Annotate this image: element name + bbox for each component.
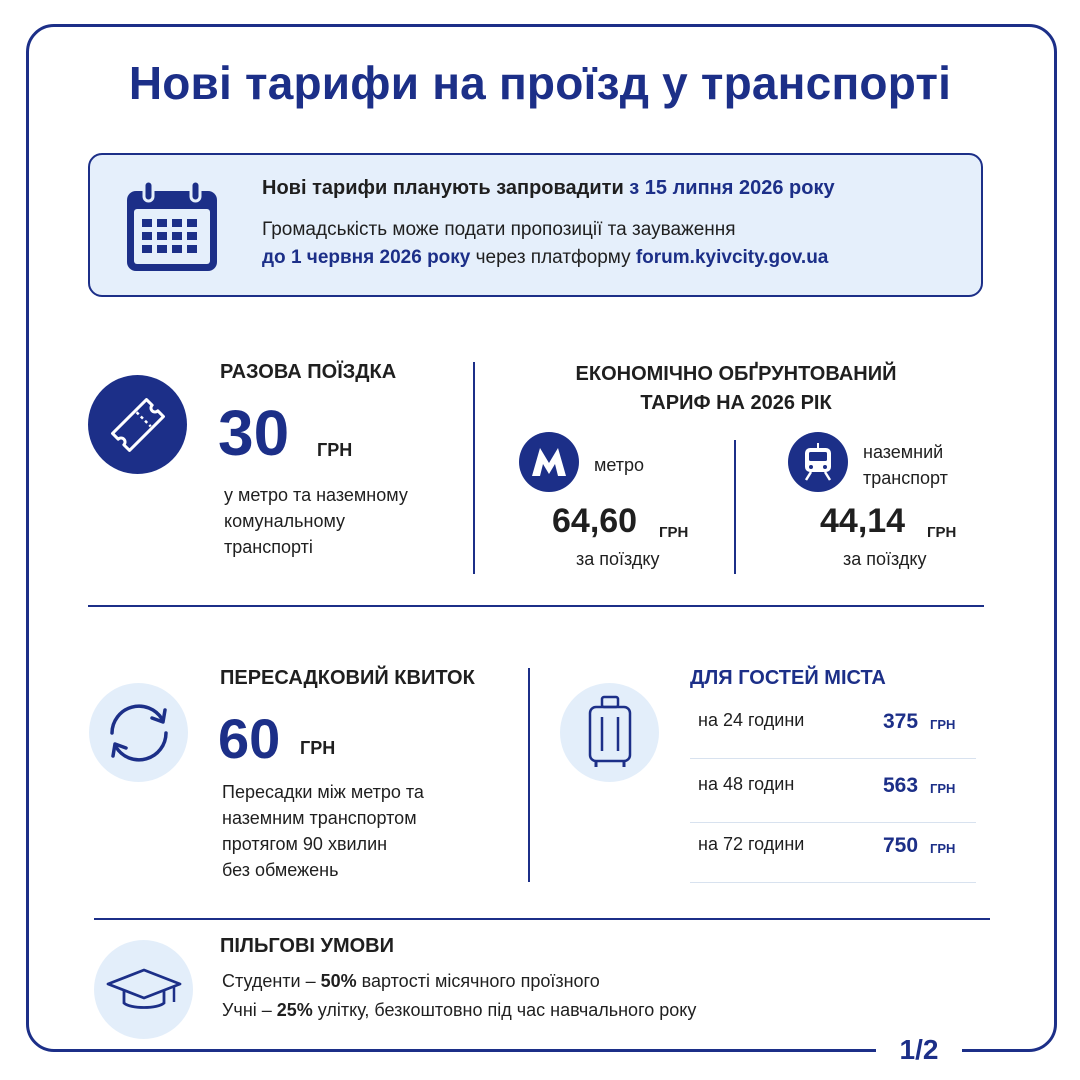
benefits-heading: ПІЛЬГОВІ УМОВИ <box>220 935 395 957</box>
refresh-icon <box>89 683 188 782</box>
notice-line-1: Нові тарифи планують запровадити з 15 липня 2026 року <box>262 177 835 199</box>
guest-unit: ГРН <box>930 841 956 856</box>
notice-line-2: Громадськість може подати пропозиції та зауваження <box>262 219 736 240</box>
metro-label: метро <box>594 455 645 475</box>
guest-unit: ГРН <box>930 781 956 796</box>
ground-unit: ГРН <box>927 524 957 541</box>
notice-box <box>88 153 983 297</box>
metro-icon <box>519 432 579 492</box>
page-title: Нові тарифи на проїзд у транспорті <box>128 57 952 109</box>
calendar-icon <box>124 179 220 280</box>
guest-price: 375 <box>883 710 919 733</box>
guest-duration: на 72 години <box>698 834 805 854</box>
tram-icon <box>788 432 848 492</box>
divider-horizontal-1 <box>88 605 984 607</box>
graduation-cap-icon <box>94 940 193 1039</box>
transfer-price: 60 <box>218 707 281 770</box>
guest-row-48h <box>690 762 976 823</box>
guests-heading: ДЛЯ ГОСТЕЙ МІСТА <box>690 667 886 689</box>
divider-vertical-2 <box>734 440 736 574</box>
ground-per-trip: за поїздку <box>843 549 927 569</box>
guest-price: 563 <box>883 774 919 797</box>
transfer-heading: ПЕРЕСАДКОВИЙ КВИТОК <box>220 667 475 689</box>
guest-row-24h <box>690 698 976 759</box>
transfer-unit: ГРН <box>300 738 336 758</box>
ground-transport-label: наземний транспорт <box>863 442 948 488</box>
metro-per-trip: за поїздку <box>576 549 660 569</box>
ticket-icon <box>88 375 187 474</box>
guest-duration: на 24 години <box>698 710 805 730</box>
guest-price: 750 <box>883 834 919 857</box>
transfer-description: Пересадки між метро та наземним транспортом протягом 90 хвилин без обмежень <box>222 782 424 880</box>
suitcase-icon <box>560 683 659 782</box>
notice-line-3: до 1 червня 2026 року через платформу forum.kyivcity.gov.ua <box>262 247 829 268</box>
metro-price: 64,60 <box>552 502 638 540</box>
guest-row-72h <box>690 822 976 883</box>
deadline-date: до 1 червня 2026 року <box>262 247 471 268</box>
metro-unit: ГРН <box>659 524 689 541</box>
benefit-pupils: Учні – 25% улітку, безкоштовно під час навчального року <box>222 1000 697 1020</box>
forum-link[interactable]: forum.kyivcity.gov.ua <box>635 247 829 268</box>
page-number: 1/2 <box>876 1030 962 1070</box>
single-trip-price: 30 <box>218 397 290 469</box>
guest-duration: на 48 годин <box>698 774 795 794</box>
guest-unit: ГРН <box>930 717 956 732</box>
single-trip-unit: ГРН <box>317 440 353 460</box>
benefit-students: Студенти – 50% вартості місячного проїзного <box>222 971 600 991</box>
divider-horizontal-2 <box>94 918 990 920</box>
launch-date: з 15 липня 2026 року <box>629 177 835 199</box>
single-trip-description: у метро та наземному комунальному транспорті <box>224 485 408 557</box>
divider-vertical-1 <box>473 362 475 574</box>
divider-vertical-3 <box>528 668 530 882</box>
ground-price: 44,14 <box>820 502 906 540</box>
economic-tariff-heading: ЕКОНОМІЧНО ОБҐРУНТОВАНИЙ ТАРИФ НА 2026 РІК <box>575 363 897 414</box>
single-trip-heading: РАЗОВА ПОЇЗДКА <box>220 361 397 383</box>
